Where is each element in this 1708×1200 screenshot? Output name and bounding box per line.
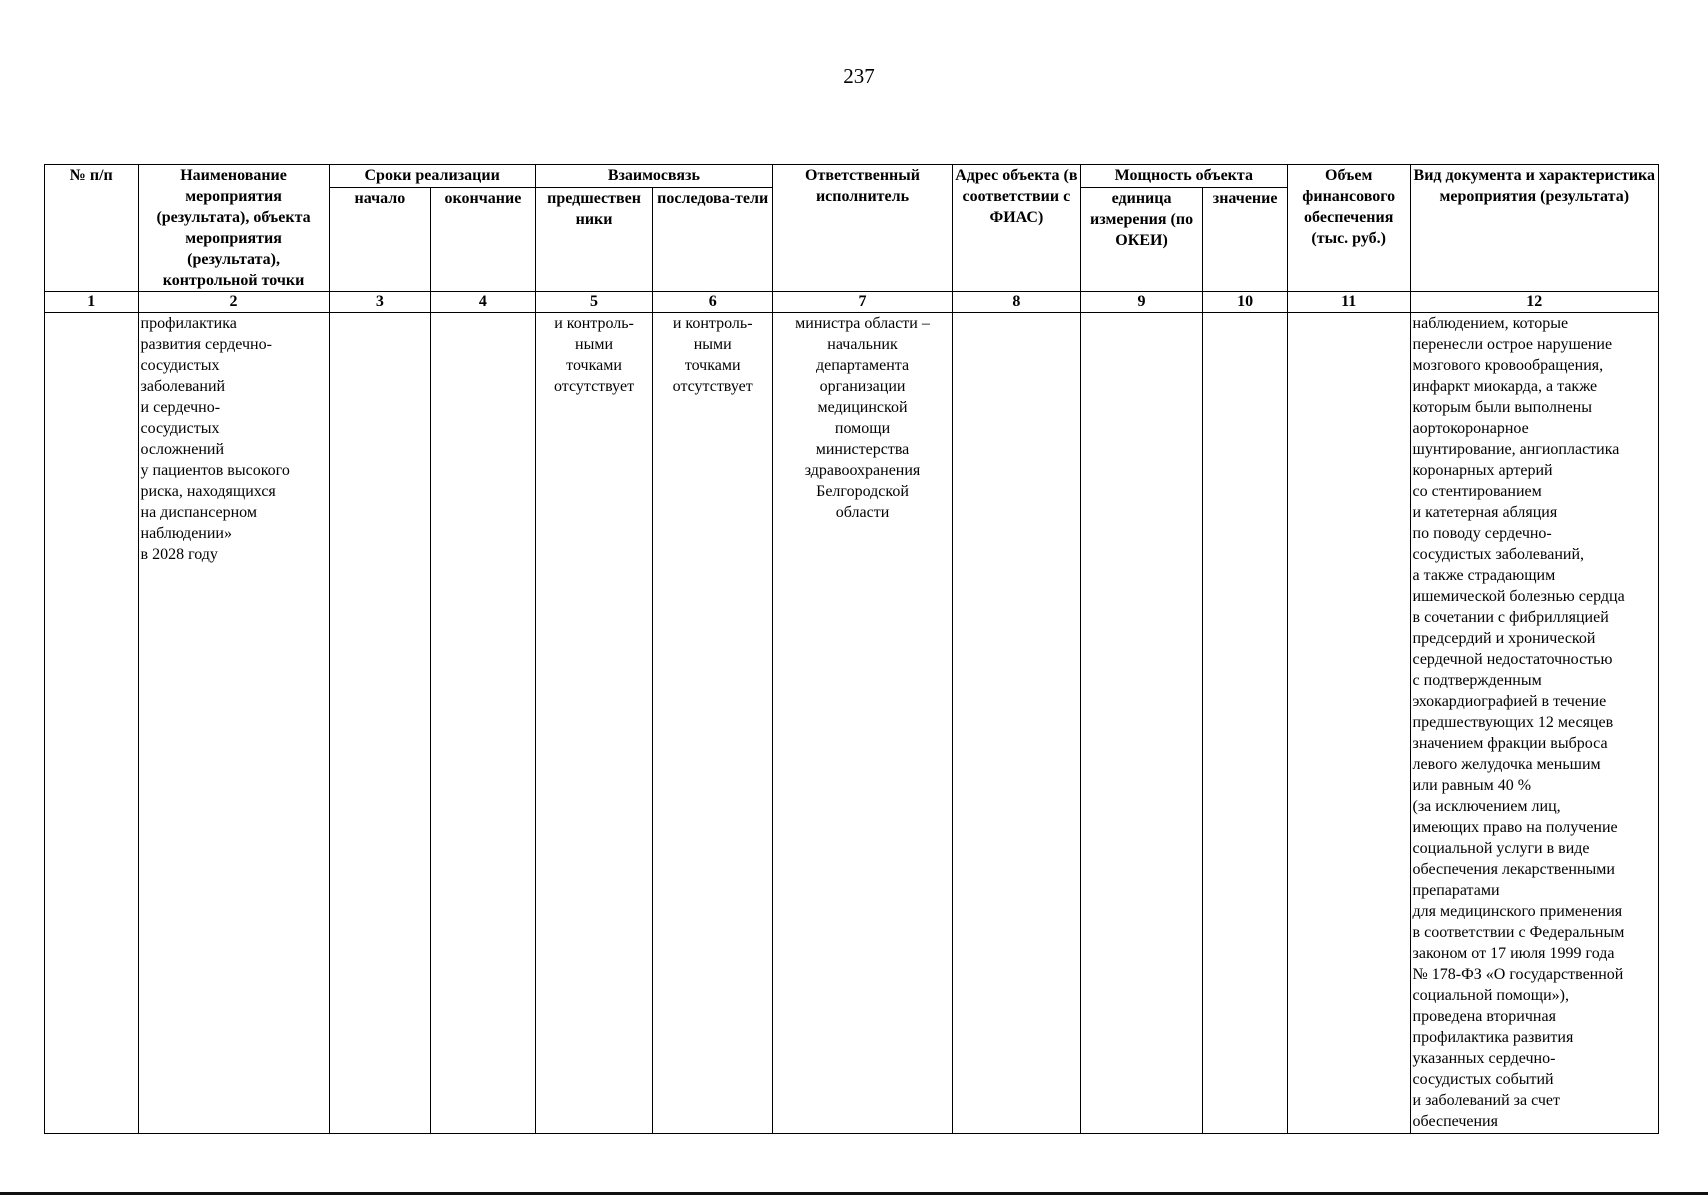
cell-successors: и контроль- ными точками отсутствует xyxy=(653,313,773,1134)
column-number: 5 xyxy=(535,292,653,313)
header-responsible: Ответственный исполнитель xyxy=(773,165,953,292)
header-end: окончание xyxy=(431,188,536,292)
header-terms: Сроки реализации xyxy=(329,165,535,188)
header-start: начало xyxy=(329,188,431,292)
cell-number xyxy=(45,313,139,1134)
header-value: значение xyxy=(1203,188,1287,292)
cell-responsible: министра области – начальник департамента организации медицинской помощи министерства здравоохранения Белгородской области xyxy=(773,313,953,1134)
column-number: 4 xyxy=(431,292,536,313)
cell-unit xyxy=(1080,313,1203,1134)
header-unit: единица измерения (по ОКЕИ) xyxy=(1080,188,1203,292)
header-capacity: Мощность объекта xyxy=(1080,165,1287,188)
plan-table xyxy=(44,164,1659,1134)
cell-address xyxy=(953,313,1081,1134)
cell-doctype: наблюдением, которые перенесли острое нарушение мозгового кровообращения, инфаркт миокарда, а также которым были выполнены аортокоронарное шунтирование, ангиопластика коронарных артерий со стентированием и катетерная абляция по поводу сердечно- сосудистых заболеваний, а также страдающим ишемической болезнью сердца в сочетании с фибрилляцией предсердий и хронической сердечной недостаточностью с подтвержденным эхокардиографией в течение предшествующих 12 месяцев значением фракции выброса левого желудочка меньшим или равным 40 % (за исключением лиц, имеющих право на получение социальной услуги в виде обеспечения лекарственными препаратами для медицинского применения в соответствии с Федеральным законом от 17 июля 1999 года № 178-ФЗ «О государственной социальной помощи»), проведена вторичная профилактика развития указанных сердечно- сосудистых событий и заболеваний за счет обеспечения xyxy=(1410,313,1658,1134)
bottom-rule xyxy=(0,1192,1708,1195)
header-address: Адрес объекта (в соответствии с ФИАС) xyxy=(953,165,1081,292)
header-number: № п/п xyxy=(45,165,139,292)
column-number: 9 xyxy=(1080,292,1203,313)
cell-start xyxy=(329,313,431,1134)
header-predecessors: предшествен ники xyxy=(535,188,653,292)
column-number: 7 xyxy=(773,292,953,313)
header-successors: последова-тели xyxy=(653,188,773,292)
column-number: 2 xyxy=(138,292,329,313)
table-row xyxy=(45,313,1659,1134)
header-relation: Взаимосвязь xyxy=(535,165,772,188)
column-number: 6 xyxy=(653,292,773,313)
header-funding: Объем финансового обеспечения (тыс. руб.) xyxy=(1287,165,1410,292)
cell-name: профилактика развития сердечно- сосудистых заболеваний и сердечно- сосудистых осложнений у пациентов высокого риска, находящихся на диспансерном наблюдении» в 2028 году xyxy=(138,313,329,1134)
page-number: 237 xyxy=(843,64,875,88)
cell-funding xyxy=(1287,313,1410,1134)
cell-predecessors: и контроль- ными точками отсутствует xyxy=(535,313,653,1134)
column-number: 3 xyxy=(329,292,431,313)
column-number: 1 xyxy=(45,292,139,313)
cell-value xyxy=(1203,313,1287,1134)
column-number: 12 xyxy=(1410,292,1658,313)
column-number: 8 xyxy=(953,292,1081,313)
column-number: 10 xyxy=(1203,292,1287,313)
header-doctype: Вид документа и характеристика мероприятия (результата) xyxy=(1410,165,1658,292)
column-number: 11 xyxy=(1287,292,1410,313)
header-name: Наименование мероприятия (результата), объекта мероприятия (результата), контрольной точки xyxy=(138,165,329,292)
cell-end xyxy=(431,313,536,1134)
